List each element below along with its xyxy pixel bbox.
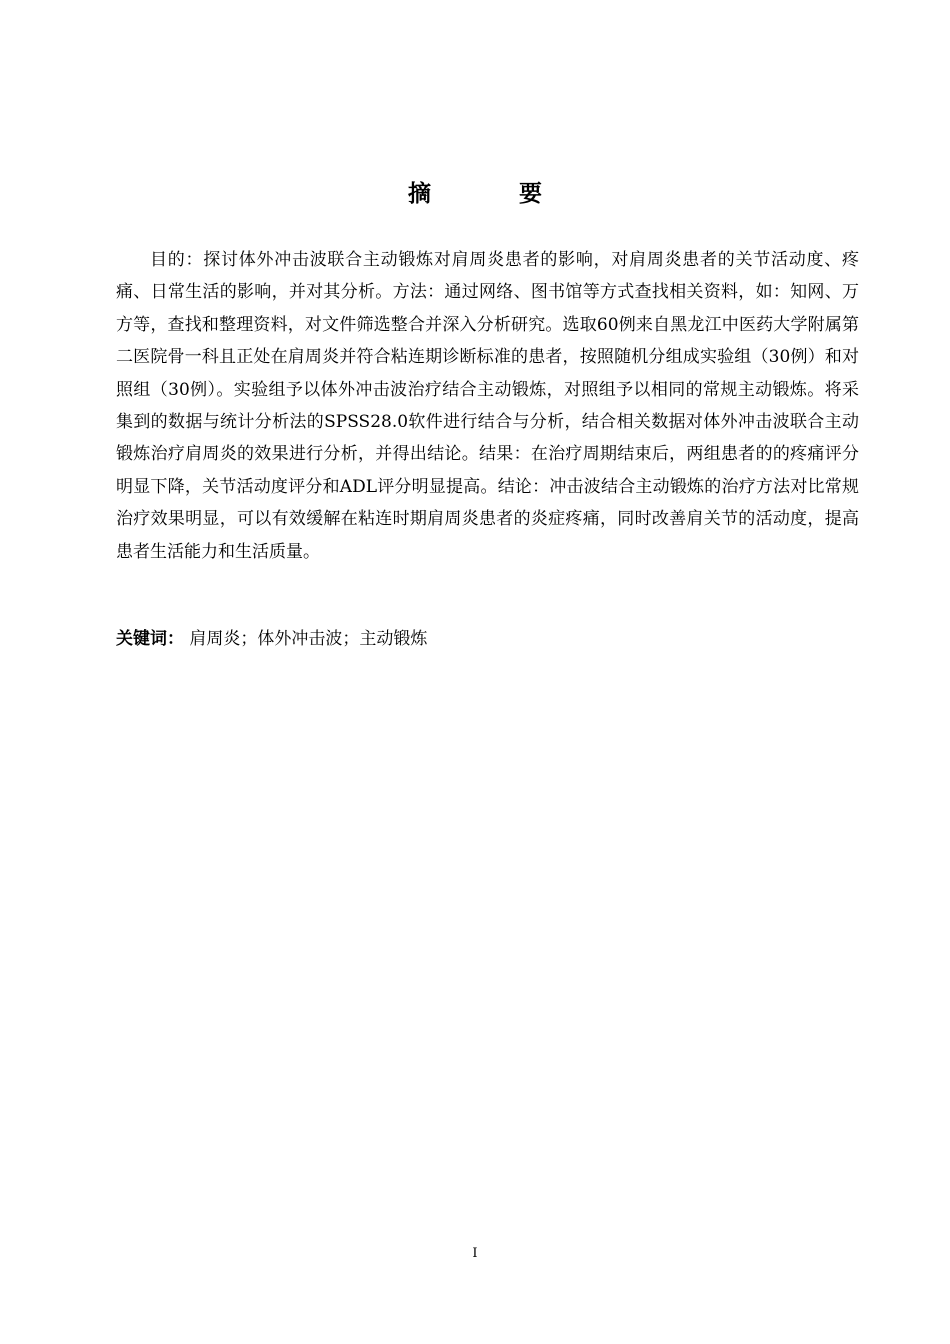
keywords-text: 肩周炎；体外冲击波；主动锻炼 [189,629,428,649]
abstract-paragraph: 目的：探讨体外冲击波联合主动锻炼对肩周炎患者的影响，对肩周炎患者的关节活动度、疼痛、日常生活的影响，并对其分析。方法：通过网络、图书馆等方式查找相关资料，如：知网、万方等，查找和整理资料，对文件筛选整合并深入分析研究。选取60例来自黑龙江中医药大学附属第二医院骨一科且正处在肩周炎并符合粘连期诊断标准的患者，按照随机分组成实验组（30例）和对照组（30例）。实验组予以体外冲击波治疗结合主动锻炼，对照组予以相同的常规主动锻炼。将采集到的数据与统计分析法的SPSS28.0软件进行结合与分析，结合相关数据对体外冲击波联合主动锻炼治疗肩周炎的效果进行分析，并得出结论。结果：在治疗周期结束后，两组患者的的疼痛评分明显下降，关节活动度评分和ADL评分明显提高。结论：冲击波结合主动锻炼的治疗方法对比常规治疗效果明显，可以有效缓解在粘连时期肩周炎患者的炎症疼痛，同时改善肩关节的活动度，提高患者生活能力和生活质量。 [116,250,859,562]
page-title: 摘 要 [407,180,582,207]
page-number: I [472,1246,478,1261]
keywords-line [116,624,859,654]
keywords-label: 关键词： [116,629,184,649]
